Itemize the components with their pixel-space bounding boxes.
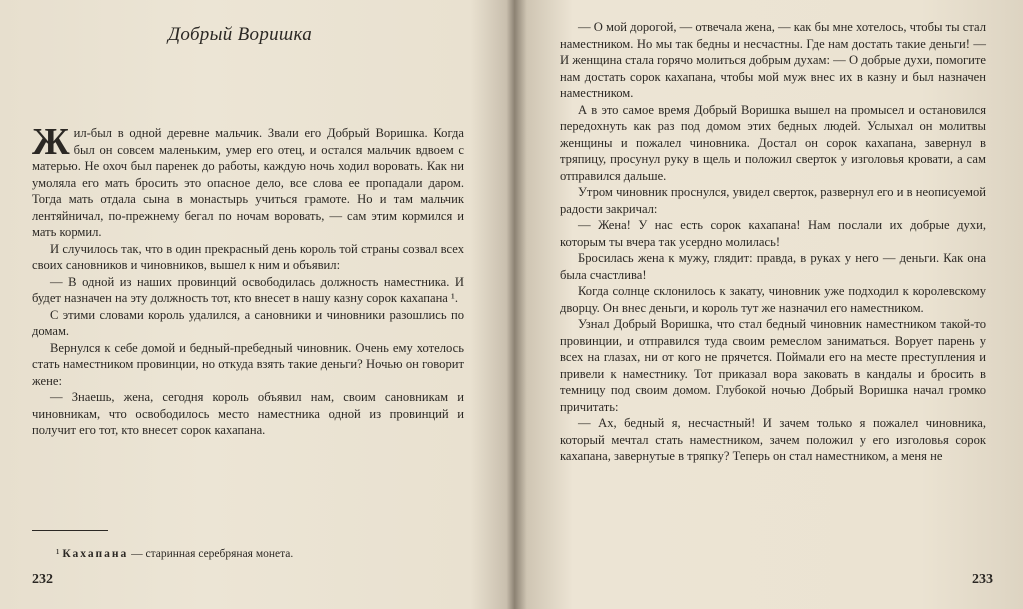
story-title: Добрый Воришка bbox=[168, 24, 313, 45]
paragraph-text: ил-был в одной деревне мальчик. Звали его Добрый Воришка. Когда был он совсем маленьким, умер его отец, и остался мальчик вдвоем с матерью. Не охоч был паренек до работы, каждую ночь ходил воровать. Как ни умоляла его мать бросить это опасное дело, все слова ее пропадали даром. Тогда мать отдала сына в монастырь учиться грамоте. Но и там мальчик лентяйничал, по-прежнему бегал по ночам воровать, — сам этим кормился и мать кормил. bbox=[32, 126, 464, 239]
paragraph: Утром чиновник проснулся, увидел сверток, развернул его и в неописуемой радости закричал: bbox=[560, 185, 986, 216]
left-page-text bbox=[32, 121, 464, 439]
paragraph: Узнал Добрый Воришка, что стал бедный чиновник наместником такой-то провинции, и отправился туда своим ремеслом заниматься. Ворует парень у всех на глазах, ни от кого не прячется. Поймали его на месте преступления и привели к наместнику. Тот приказал вора заковать в кандалы и бросить в темницу под своим домом. Глубокой ночью Добрый Воришка начал громко причитать: bbox=[560, 317, 986, 414]
footnote-term: Кахапана bbox=[62, 548, 129, 560]
paragraph: А в это самое время Добрый Воришка вышел на промысел и остановился передохнуть как раз под домом этих бедных людей. Услыхал он молитвы женщины и пожалел чиновника. Достал он сорок кахапана, завернул в тряпицу, просунул руку в щель и положил сверток у изголовья кровати, а сам отправился дальше. bbox=[560, 102, 986, 183]
paragraph: Вернулся к себе домой и бедный-пребедный чиновник. Очень ему хотелось стать наместником провинции, но откуда взять такие деньги? Ночью он говорит жене: bbox=[32, 340, 464, 388]
paragraph bbox=[32, 121, 464, 241]
paragraph: — Жена! У нас есть сорок кахапана! Нам послали их добрые духи, которым ты вчера так усердно молилась! bbox=[560, 218, 986, 249]
paragraph: — Ах, бедный я, несчастный! И зачем только я пожалел чиновника, который мечтал стать наместником, зачем положил у его изголовья сорок кахапана, завернутые в тряпку? Теперь он стал наместником, а меня не bbox=[560, 416, 986, 463]
paragraph: И случилось так, что в один прекрасный день король той страны созвал всех своих сановников и чиновников, вышел к ним и объявил: bbox=[32, 241, 464, 272]
drop-cap: Ж bbox=[32, 121, 70, 163]
footnote-text: — старинная серебряная монета. bbox=[128, 548, 294, 560]
right-page bbox=[516, 0, 1023, 609]
right-page-text bbox=[560, 19, 986, 465]
left-page bbox=[0, 0, 510, 609]
footnote-mark: ¹ bbox=[56, 548, 60, 560]
footnote bbox=[56, 548, 293, 560]
page-number-left: 232 bbox=[32, 572, 53, 587]
paragraph: — В одной из наших провинций освободилась должность наместника. И будет назначен на эту должность тот, кто внесет в нашу казну сорок кахапана ¹. bbox=[32, 274, 464, 305]
footnote-divider bbox=[32, 530, 108, 531]
paragraph: С этими словами король удалился, а сановники и чиновники разошлись по домам. bbox=[32, 307, 464, 338]
paragraph: Бросилась жена к мужу, глядит: правда, в руках у него — деньги. Как она была счастлива! bbox=[560, 251, 986, 282]
paragraph: Когда солнце склонилось к закату, чиновник уже подходил к королевскому дворцу. Он внес деньги, и король тут же назначил его наместником. bbox=[560, 284, 986, 315]
paragraph: — О мой дорогой, — отвечала жена, — как бы мне хотелось, чтобы ты стал наместником. Но мы так бедны и несчастны. Где нам достать такие деньги! — И женщина стала горячо молиться добрым духам: — О добрые духи, помогите нам достать сорок кахапана, чтобы мой муж внес их в казну и был назначен наместником. bbox=[560, 20, 986, 100]
page-number-right: 233 bbox=[972, 572, 993, 587]
paragraph: — Знаешь, жена, сегодня король объявил нам, своим сановникам и чиновникам, что освободилось место наместника одной из провинций и получит его тот, кто внесет сорок кахапана. bbox=[32, 390, 464, 437]
